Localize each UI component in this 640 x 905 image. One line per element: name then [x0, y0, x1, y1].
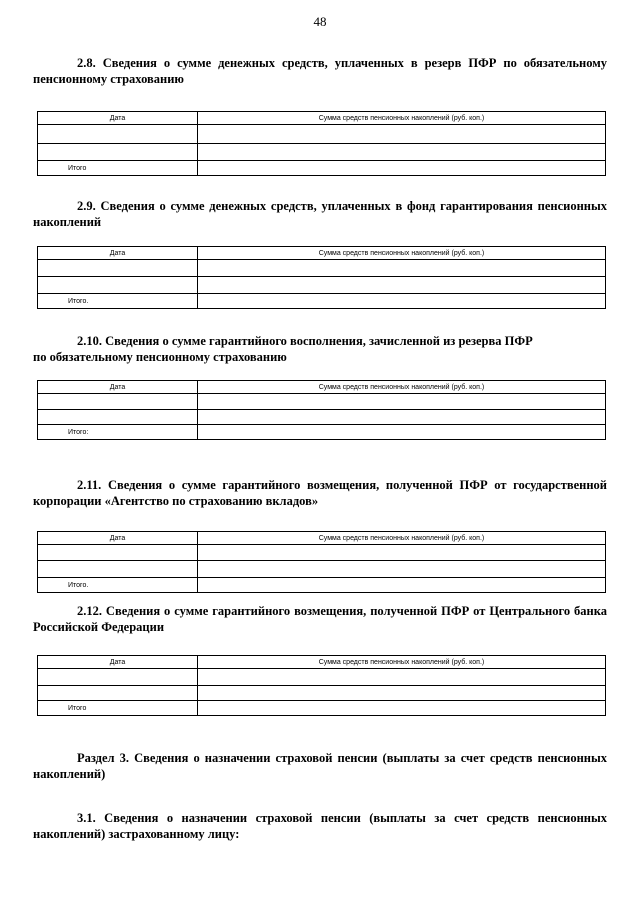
table-header-row: [38, 112, 606, 125]
total-label: Итого.: [38, 578, 198, 593]
table-cell: [38, 260, 198, 277]
table-cell: [198, 410, 606, 425]
table-cell: [38, 545, 198, 561]
table-total-row: [38, 294, 606, 309]
table-total-row: [38, 161, 606, 176]
table-cell: [198, 260, 606, 277]
total-label: Итого: [38, 161, 198, 176]
col-date-header: Дата: [38, 112, 198, 125]
table-cell: [198, 686, 606, 701]
col-sum-header: Сумма средств пенсионных накоплений (руб. коп.): [198, 381, 606, 394]
col-date-header: Дата: [38, 532, 198, 545]
table-cell: [38, 686, 198, 701]
table-header-row: [38, 381, 606, 394]
table-total-row: [38, 425, 606, 440]
section-3-1-heading: 3.1. Сведения о назначении страховой пенсии (выплаты за счет средств пенсионных накоплений) застрахованному лицу:: [33, 811, 607, 841]
table-header-row: [38, 656, 606, 669]
table-total-row: [38, 701, 606, 716]
table-cell: [198, 125, 606, 144]
table-cell: [198, 161, 606, 176]
table-total-row: [38, 578, 606, 593]
col-date-header: Дата: [38, 656, 198, 669]
section-2-10-heading: [33, 333, 607, 365]
section-2-8-heading: 2.8. Сведения о сумме денежных средств, уплаченных в резерв ПФР по обязательному пенсионному страхованию: [33, 56, 607, 86]
table-cell: [38, 144, 198, 161]
table-cell: [198, 561, 606, 578]
table-cell: [198, 669, 606, 686]
table-cell: [38, 394, 198, 410]
table-row: [38, 686, 606, 701]
section-2-11-table: [37, 531, 606, 593]
table-cell: [38, 277, 198, 294]
page-number: 48: [313, 14, 327, 29]
table-cell: [198, 294, 606, 309]
table-row: [38, 561, 606, 578]
table-cell: [38, 125, 198, 144]
table-cell: [198, 144, 606, 161]
table-cell: [198, 425, 606, 440]
table-cell: [198, 545, 606, 561]
col-sum-header: Сумма средств пенсионных накоплений (руб. коп.): [198, 247, 606, 260]
total-label: Итого:: [38, 425, 198, 440]
section-2-12-heading: 2.12. Сведения о сумме гарантийного возмещения, полученной ПФР от Центрального банка Российской Федерации: [33, 604, 607, 634]
total-label: Итого.: [38, 294, 198, 309]
col-date-header: Дата: [38, 381, 198, 394]
section-2-10-heading-line1: 2.10. Сведения о сумме гарантийного восполнения, зачисленной из резерва ПФР: [77, 334, 533, 348]
table-cell: [198, 701, 606, 716]
table-row: [38, 545, 606, 561]
table-cell: [38, 561, 198, 578]
col-sum-header: Сумма средств пенсионных накоплений (руб. коп.): [198, 532, 606, 545]
total-label: Итого: [38, 701, 198, 716]
section-2-9-heading: 2.9. Сведения о сумме денежных средств, уплаченных в фонд гарантирования пенсионных накоплений: [33, 199, 607, 229]
section-3-heading: Раздел 3. Сведения о назначении страховой пенсии (выплаты за счет средств пенсионных накоплений): [33, 751, 607, 781]
table-row: [38, 260, 606, 277]
table-row: [38, 144, 606, 161]
section-2-10-table: [37, 380, 606, 440]
section-2-12-table: [37, 655, 606, 716]
table-row: [38, 410, 606, 425]
table-row: [38, 669, 606, 686]
section-2-10-heading-line2: по обязательному пенсионному страхованию: [33, 350, 287, 364]
col-sum-header: Сумма средств пенсионных накоплений (руб. коп.): [198, 656, 606, 669]
table-cell: [198, 277, 606, 294]
table-row: [38, 125, 606, 144]
table-row: [38, 277, 606, 294]
table-cell: [198, 394, 606, 410]
section-2-11-heading: 2.11. Сведения о сумме гарантийного возмещения, полученной ПФР от государственной корпорации «Агентство по страхованию вкладов»: [33, 478, 607, 508]
col-sum-header: Сумма средств пенсионных накоплений (руб. коп.): [198, 112, 606, 125]
section-2-8-table: [37, 111, 606, 176]
table-cell: [198, 578, 606, 593]
table-cell: [38, 669, 198, 686]
table-header-row: [38, 247, 606, 260]
table-header-row: [38, 532, 606, 545]
col-date-header: Дата: [38, 247, 198, 260]
table-cell: [38, 410, 198, 425]
section-2-9-table: [37, 246, 606, 309]
table-row: [38, 394, 606, 410]
